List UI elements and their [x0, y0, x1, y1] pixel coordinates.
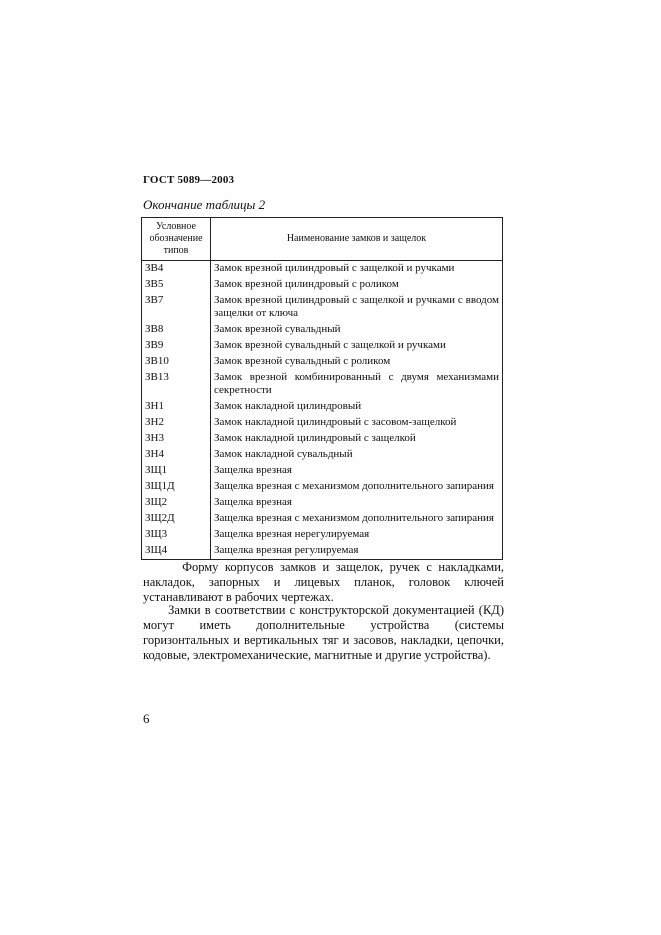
- type-code-cell: ЗВ4: [142, 261, 211, 278]
- type-code-cell: ЗН4: [142, 447, 211, 463]
- type-code-cell: ЗЩ1Д: [142, 479, 211, 495]
- type-code-cell: ЗЩ1: [142, 463, 211, 479]
- type-name-cell: Защелка врезная: [211, 463, 503, 479]
- column-header-code: Условное обозначение типов: [142, 218, 211, 261]
- paragraph-additional-devices-text: Замки в соответствии с конструкторской документацией (КД) могут иметь дополнительные устройства (системы горизонтальных и вертикальных тяг и засовов, накладки, цепочки, кодовые, электромеханические, магнитные и другие устройства).: [143, 603, 504, 662]
- type-name-cell: Замок накладной цилиндровый: [211, 399, 503, 415]
- type-code-cell: ЗЩ2Д: [142, 511, 211, 527]
- type-name-cell: Защелка врезная с механизмом дополнительного запирания: [211, 511, 503, 527]
- type-name-cell: Защелка врезная: [211, 495, 503, 511]
- table-header-row: [142, 218, 503, 261]
- table-row: [142, 415, 503, 431]
- type-code-cell: ЗН1: [142, 399, 211, 415]
- type-name-cell: Замок врезной сувальдный: [211, 322, 503, 338]
- table-row: [142, 338, 503, 354]
- table-row: [142, 322, 503, 338]
- type-code-cell: ЗВ5: [142, 277, 211, 293]
- table-row: [142, 399, 503, 415]
- table-row: [142, 495, 503, 511]
- table-row: [142, 543, 503, 560]
- type-code-cell: ЗЩ4: [142, 543, 211, 560]
- table-row: [142, 261, 503, 278]
- paragraph-additional-devices: [143, 603, 504, 663]
- type-code-cell: ЗВ8: [142, 322, 211, 338]
- type-code-cell: ЗН3: [142, 431, 211, 447]
- type-name-cell: Замок врезной комбинированный с двумя механизмами секретности: [211, 370, 503, 399]
- type-name-cell: Замок врезной сувальдный с защелкой и ручками: [211, 338, 503, 354]
- page-number: 6: [143, 711, 150, 726]
- column-header-name: Наименование замков и защелок: [211, 218, 503, 261]
- table-body: [142, 261, 503, 560]
- table-row: [142, 527, 503, 543]
- type-name-cell: Замок накладной сувальдный: [211, 447, 503, 463]
- table-row: [142, 354, 503, 370]
- type-code-cell: ЗЩ3: [142, 527, 211, 543]
- type-name-cell: Замок накладной цилиндровый с засовом-защелкой: [211, 415, 503, 431]
- table-row: [142, 370, 503, 399]
- type-name-cell: Защелка врезная с механизмом дополнительного запирания: [211, 479, 503, 495]
- type-code-cell: ЗВ9: [142, 338, 211, 354]
- table-row: [142, 277, 503, 293]
- type-name-cell: Замок накладной цилиндровый с защелкой: [211, 431, 503, 447]
- type-name-cell: Замок врезной цилиндровый с защелкой и ручками: [211, 261, 503, 278]
- type-name-cell: Защелка врезная нерегулируемая: [211, 527, 503, 543]
- table-row: [142, 479, 503, 495]
- table-row: [142, 293, 503, 322]
- table-row: [142, 511, 503, 527]
- type-code-cell: ЗЩ2: [142, 495, 211, 511]
- table-row: [142, 463, 503, 479]
- table-row: [142, 431, 503, 447]
- type-name-cell: Защелка врезная регулируемая: [211, 543, 503, 560]
- type-code-cell: ЗН2: [142, 415, 211, 431]
- type-name-cell: Замок врезной цилиндровый с защелкой и ручками с вводом защелки от ключа: [211, 293, 503, 322]
- document-id-header: ГОСТ 5089—2003: [143, 174, 235, 186]
- type-code-cell: ЗВ13: [142, 370, 211, 399]
- type-name-cell: Замок врезной цилиндровый с роликом: [211, 277, 503, 293]
- table-caption: Окончание таблицы 2: [143, 197, 266, 212]
- paragraph-shape-text: Форму корпусов замков и защелок, ручек с накладками, накладок, запорных и лицевых планок, головок ключей устанавливают в рабочих чертежах.: [143, 560, 505, 604]
- lock-types-table: [141, 217, 503, 560]
- type-name-cell: Замок врезной сувальдный с роликом: [211, 354, 503, 370]
- paragraph-shape: [143, 560, 504, 605]
- type-code-cell: ЗВ7: [142, 293, 211, 322]
- table-row: [142, 447, 503, 463]
- type-code-cell: ЗВ10: [142, 354, 211, 370]
